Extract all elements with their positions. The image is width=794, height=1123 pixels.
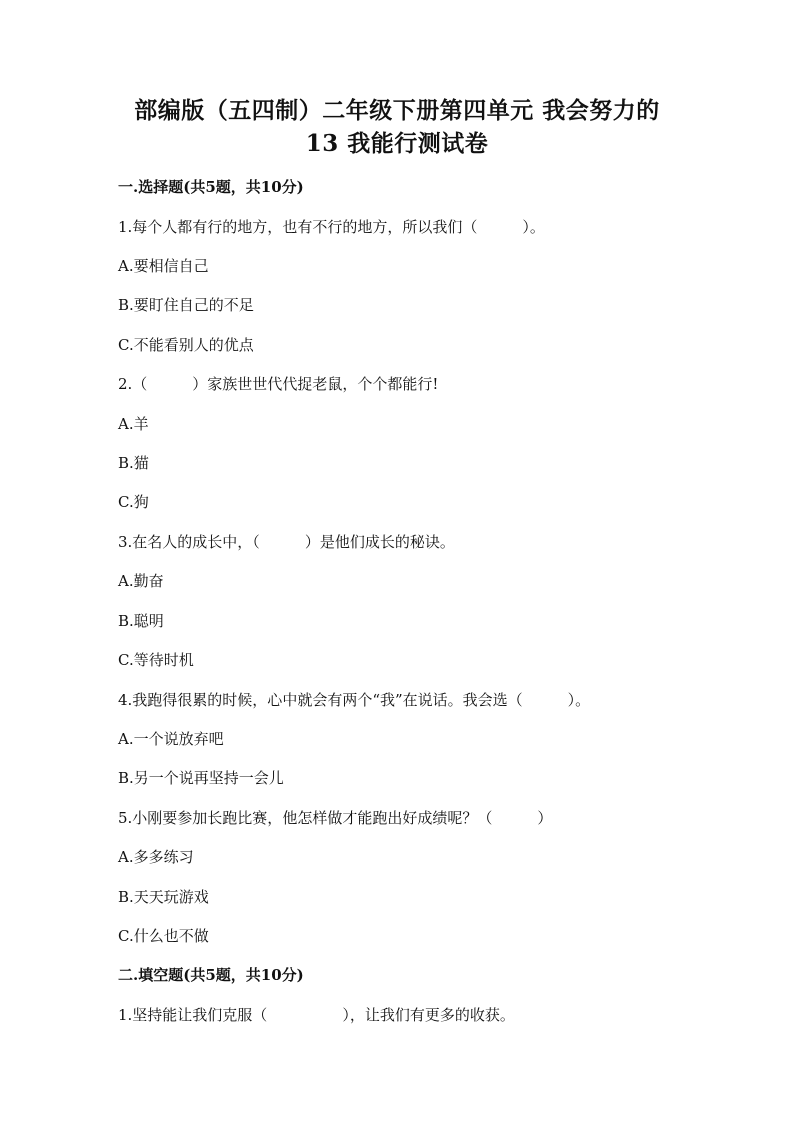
question-stem: 2.（ ）家族世世代代捉老鼠，个个都能行! [118, 375, 439, 393]
answer-option: C.什么也不做 [118, 927, 209, 945]
answer-option: C.狗 [118, 493, 149, 511]
question-stem: 5.小刚要参加长跑比赛，他怎样做才能跑出好成绩呢？（ ） [118, 809, 553, 827]
section-heading-fill-blank: 二.填空题(共5题，共10分) [118, 966, 304, 984]
answer-option: B.另一个说再坚持一会儿 [118, 769, 284, 787]
question-stem: 4.我跑得很累的时候，心中就会有两个“我”在说话。我会选（ ）。 [118, 691, 591, 709]
answer-option: A.多多练习 [118, 848, 194, 866]
answer-option: B.天天玩游戏 [118, 888, 209, 906]
answer-option: C.等待时机 [118, 651, 194, 669]
answer-option: C.不能看别人的优点 [118, 336, 254, 354]
answer-option: A.要相信自己 [118, 257, 209, 275]
answer-option: B.要盯住自己的不足 [118, 296, 254, 314]
question-stem: 1.每个人都有行的地方，也有不行的地方，所以我们（ ）。 [118, 218, 545, 236]
page-title-line-2: 13 我能行测试卷 [305, 130, 489, 157]
section-heading-choice: 一.选择题(共5题，共10分) [118, 178, 304, 196]
page-title-line-1: 部编版（五四制）二年级下册第四单元 我会努力的 [134, 97, 660, 124]
answer-option: A.一个说放弃吧 [118, 730, 224, 748]
answer-option: A.羊 [118, 415, 149, 433]
question-stem: 3.在名人的成长中，（ ）是他们成长的秘诀。 [118, 533, 455, 551]
answer-option: B.猫 [118, 454, 149, 472]
answer-option: A.勤奋 [118, 572, 164, 590]
answer-option: B.聪明 [118, 612, 164, 630]
question-stem: 1.坚持能让我们克服（ ），让我们有更多的收获。 [118, 1006, 515, 1024]
